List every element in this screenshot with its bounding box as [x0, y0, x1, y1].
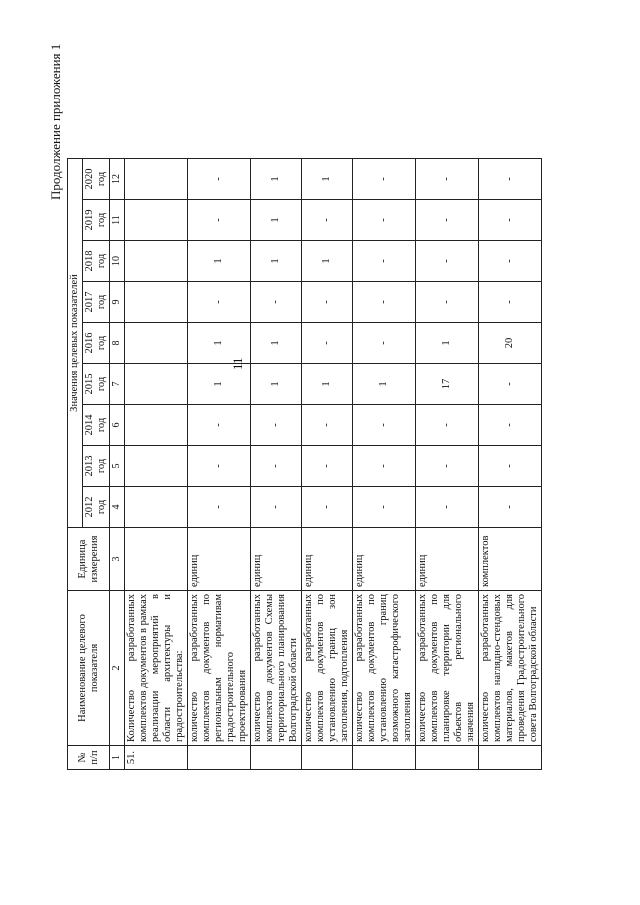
indicator-name: количество разработанных комплектов документов по планировке территории для объектов регионального значения	[416, 591, 479, 746]
value-cell: -	[353, 282, 416, 323]
table-row	[353, 159, 416, 770]
header-num: № п/п	[68, 746, 110, 770]
value-cell: -	[302, 405, 353, 446]
header-year: 2018 год	[83, 241, 110, 282]
continuation-label: Продолжение приложения 1	[48, 43, 63, 200]
table-row	[125, 159, 188, 770]
header-year: 2015 год	[83, 364, 110, 405]
col-number: 2	[110, 591, 125, 746]
value-cell: -	[188, 487, 251, 528]
row-number	[188, 746, 251, 770]
header-year: 2019 год	[83, 200, 110, 241]
value-cell	[125, 241, 188, 282]
header-year: 2020 год	[83, 159, 110, 200]
value-cell: 17	[416, 364, 479, 405]
indicators-table	[67, 158, 542, 770]
value-cell: -	[188, 405, 251, 446]
value-cell	[125, 159, 188, 200]
value-cell: 1	[251, 241, 302, 282]
value-cell: 1	[251, 323, 302, 364]
header-year: 2014 год	[83, 405, 110, 446]
value-cell: -	[416, 405, 479, 446]
row-number	[479, 746, 542, 770]
header-year: 2013 год	[83, 446, 110, 487]
value-cell: 1	[302, 241, 353, 282]
col-number: 10	[110, 241, 125, 282]
col-number: 11	[110, 200, 125, 241]
value-cell: -	[416, 241, 479, 282]
value-cell: 1	[416, 323, 479, 364]
value-cell: 1	[302, 364, 353, 405]
value-cell: -	[479, 282, 542, 323]
value-cell: 1	[302, 159, 353, 200]
row-number	[353, 746, 416, 770]
unit-cell: единиц	[416, 528, 479, 591]
value-cell	[125, 405, 188, 446]
value-cell: 1	[251, 200, 302, 241]
value-cell: -	[302, 200, 353, 241]
header-unit: Единица измерения	[68, 528, 110, 591]
value-cell: -	[188, 200, 251, 241]
value-cell: -	[479, 487, 542, 528]
indicator-name: количество разработанных комплектов наглядно-стендовых материалов, макетов для проведения Градостроительного совета Волгоградской области	[479, 591, 542, 746]
col-number: 3	[110, 528, 125, 591]
value-cell: -	[251, 282, 302, 323]
value-cell: -	[302, 323, 353, 364]
value-cell: 1	[188, 323, 251, 364]
row-number	[251, 746, 302, 770]
indicator-name: Количество разработанных комплектов документов в рамках реализации мероприятий в области архитектуры и градостроительства:	[125, 591, 188, 746]
value-cell: -	[479, 241, 542, 282]
indicator-name: количество разработанных комплектов документов по региональным нормативам градостроительного проектирования	[188, 591, 251, 746]
header-year: 2012 год	[83, 487, 110, 528]
unit-cell: комплектов	[479, 528, 542, 591]
value-cell	[125, 446, 188, 487]
header-name: Наименование целевого показателя	[68, 591, 110, 746]
page-number: 11	[230, 357, 245, 370]
value-cell: -	[251, 487, 302, 528]
table-row	[188, 159, 251, 770]
unit-cell: единиц	[353, 528, 416, 591]
value-cell: 1	[251, 364, 302, 405]
col-number: 6	[110, 405, 125, 446]
value-cell: -	[251, 405, 302, 446]
col-number: 7	[110, 364, 125, 405]
value-cell: -	[353, 323, 416, 364]
value-cell: -	[353, 446, 416, 487]
col-number: 8	[110, 323, 125, 364]
indicator-name: количество разработанных комплектов документов Схемы территориального планирования Волгоградской области	[251, 591, 302, 746]
col-number: 12	[110, 159, 125, 200]
value-cell: -	[479, 159, 542, 200]
table-row	[251, 159, 302, 770]
value-cell: -	[416, 282, 479, 323]
value-cell: -	[353, 200, 416, 241]
value-cell: -	[353, 405, 416, 446]
value-cell: 1	[251, 159, 302, 200]
value-cell: -	[479, 405, 542, 446]
value-cell	[125, 364, 188, 405]
value-cell: -	[353, 241, 416, 282]
table-row	[416, 159, 479, 770]
value-cell: 1	[353, 364, 416, 405]
value-cell: 1	[188, 241, 251, 282]
col-number: 1	[110, 746, 125, 770]
value-cell: -	[479, 446, 542, 487]
col-number: 9	[110, 282, 125, 323]
value-cell: -	[353, 159, 416, 200]
value-cell	[125, 323, 188, 364]
value-cell: -	[188, 446, 251, 487]
value-cell: -	[188, 159, 251, 200]
unit-cell	[125, 528, 188, 591]
value-cell	[125, 282, 188, 323]
value-cell: -	[302, 282, 353, 323]
value-cell: -	[353, 487, 416, 528]
value-cell: -	[188, 282, 251, 323]
indicator-name: количество разработанных комплектов документов по установлению границ зон затопления, подтопления	[302, 591, 353, 746]
value-cell: -	[479, 364, 542, 405]
value-cell	[125, 200, 188, 241]
table-row	[302, 159, 353, 770]
value-cell: -	[251, 446, 302, 487]
value-cell: -	[302, 487, 353, 528]
row-number	[302, 746, 353, 770]
unit-cell: единиц	[188, 528, 251, 591]
value-cell	[125, 487, 188, 528]
col-number: 5	[110, 446, 125, 487]
header-year: 2017 год	[83, 282, 110, 323]
table-row	[479, 159, 542, 770]
row-number: 51.	[125, 746, 188, 770]
header-values-group: Значения целевых показателей	[68, 159, 83, 528]
unit-cell: единиц	[251, 528, 302, 591]
value-cell: 20	[479, 323, 542, 364]
value-cell: -	[416, 159, 479, 200]
value-cell: -	[302, 446, 353, 487]
value-cell: -	[416, 200, 479, 241]
value-cell: -	[479, 200, 542, 241]
value-cell: 1	[188, 364, 251, 405]
value-cell: -	[416, 487, 479, 528]
col-number: 4	[110, 487, 125, 528]
value-cell: -	[416, 446, 479, 487]
indicator-name: количество разработанных комплектов документов по установлению границ возможного катастрофического затопления	[353, 591, 416, 746]
row-number	[416, 746, 479, 770]
header-year: 2016 год	[83, 323, 110, 364]
unit-cell: единиц	[302, 528, 353, 591]
